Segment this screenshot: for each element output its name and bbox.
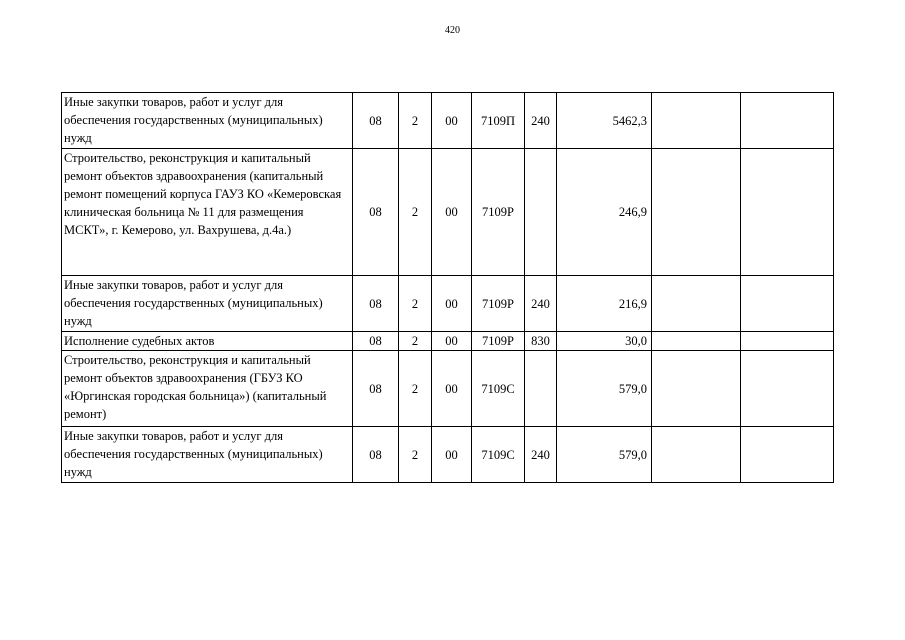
row-type: 240 xyxy=(525,93,557,149)
table-row xyxy=(62,351,834,427)
table-row xyxy=(62,427,834,483)
row-amount: 216,9 xyxy=(557,276,652,332)
row-name: Строительство, реконструкция и капитальный ремонт объектов здравоохранения (ГБУЗ КО «Юргинская городская больница») (капитальный ремонт) xyxy=(62,351,353,427)
row-subsection: 2 xyxy=(399,351,432,427)
row-extra1 xyxy=(652,351,741,427)
table-row xyxy=(62,93,834,149)
row-subsection: 2 xyxy=(399,427,432,483)
row-amount: 30,0 xyxy=(557,332,652,351)
row-section: 08 xyxy=(353,93,399,149)
row-program: 00 xyxy=(432,93,472,149)
row-extra2 xyxy=(741,351,834,427)
row-amount: 246,9 xyxy=(557,149,652,276)
row-extra2 xyxy=(741,149,834,276)
row-section: 08 xyxy=(353,149,399,276)
row-code: 7109Р xyxy=(472,149,525,276)
budget-table xyxy=(61,92,834,483)
row-code: 7109Р xyxy=(472,332,525,351)
row-type: 240 xyxy=(525,427,557,483)
row-section: 08 xyxy=(353,332,399,351)
row-program: 00 xyxy=(432,276,472,332)
row-section: 08 xyxy=(353,427,399,483)
row-program: 00 xyxy=(432,427,472,483)
row-subsection: 2 xyxy=(399,149,432,276)
row-extra1 xyxy=(652,93,741,149)
row-name: Иные закупки товаров, работ и услуг для обеспечения государственных (муниципальных) нужд xyxy=(62,93,353,149)
row-program: 00 xyxy=(432,332,472,351)
row-code: 7109С xyxy=(472,351,525,427)
row-subsection: 2 xyxy=(399,93,432,149)
row-code: 7109С xyxy=(472,427,525,483)
row-extra1 xyxy=(652,332,741,351)
row-extra2 xyxy=(741,332,834,351)
row-program: 00 xyxy=(432,149,472,276)
row-type: 830 xyxy=(525,332,557,351)
row-extra1 xyxy=(652,149,741,276)
table-row xyxy=(62,276,834,332)
row-type: 240 xyxy=(525,276,557,332)
row-extra1 xyxy=(652,427,741,483)
row-name: Исполнение судебных актов xyxy=(62,332,353,351)
row-program: 00 xyxy=(432,351,472,427)
row-section: 08 xyxy=(353,351,399,427)
row-subsection: 2 xyxy=(399,276,432,332)
row-section: 08 xyxy=(353,276,399,332)
row-type xyxy=(525,149,557,276)
page-number: 420 xyxy=(445,25,460,36)
row-extra2 xyxy=(741,427,834,483)
row-name: Иные закупки товаров, работ и услуг для обеспечения государственных (муниципальных) нужд xyxy=(62,276,353,332)
row-name: Строительство, реконструкция и капитальный ремонт объектов здравоохранения (капитальный ремонт помещений корпуса ГАУЗ КО «Кемеровская клиническая больница № 11 для размещения МСКТ», г. Кемерово, ул. Вахрушева, д.4а.) xyxy=(62,149,353,276)
row-type xyxy=(525,351,557,427)
table-row xyxy=(62,332,834,351)
row-amount: 579,0 xyxy=(557,351,652,427)
row-amount: 5462,3 xyxy=(557,93,652,149)
row-code: 7109П xyxy=(472,93,525,149)
row-extra2 xyxy=(741,276,834,332)
row-subsection: 2 xyxy=(399,332,432,351)
row-amount: 579,0 xyxy=(557,427,652,483)
table-row xyxy=(62,149,834,276)
row-code: 7109Р xyxy=(472,276,525,332)
row-extra1 xyxy=(652,276,741,332)
row-name: Иные закупки товаров, работ и услуг для обеспечения государственных (муниципальных) нужд xyxy=(62,427,353,483)
row-extra2 xyxy=(741,93,834,149)
